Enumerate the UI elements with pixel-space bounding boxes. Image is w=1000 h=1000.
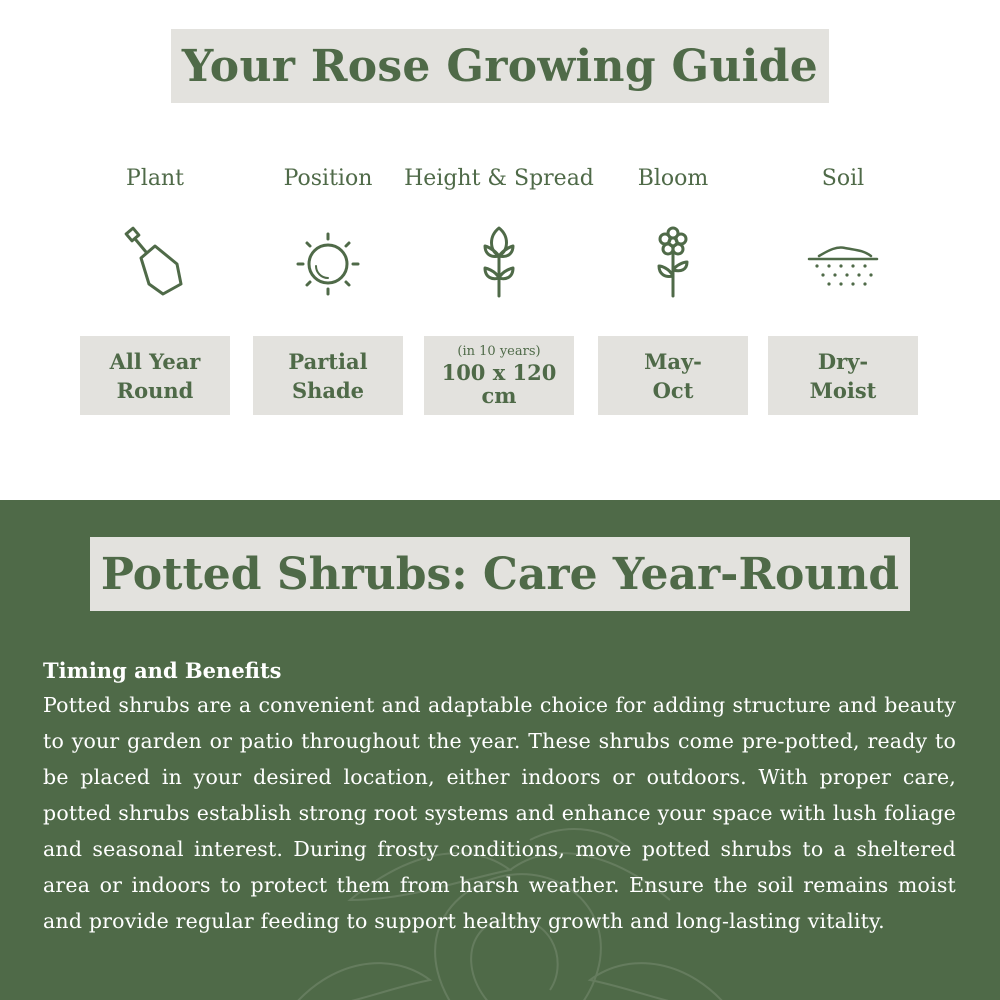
care-body bbox=[43, 655, 956, 939]
position-label: Position bbox=[283, 166, 373, 191]
guide-title-box bbox=[171, 29, 829, 103]
soil-value-box bbox=[768, 336, 918, 415]
care-heading: Timing and Benefits bbox=[43, 658, 282, 683]
sun-icon bbox=[292, 226, 364, 298]
trowel-icon bbox=[119, 226, 191, 298]
care-title: Potted Shrubs: Care Year-Round bbox=[100, 548, 900, 600]
soil-value: Dry-Moist bbox=[809, 348, 877, 403]
height-spread-value-box bbox=[424, 336, 574, 415]
position-value-box bbox=[253, 336, 403, 415]
sprout-icon bbox=[463, 226, 535, 298]
bloom-label: Bloom bbox=[637, 166, 709, 191]
plant-label: Plant bbox=[126, 166, 184, 191]
flower-icon bbox=[637, 226, 709, 298]
bloom-value: May-Oct bbox=[644, 348, 702, 403]
plant-value: All Year Round bbox=[109, 348, 201, 403]
height-spread-value: 100 x 120 cm bbox=[441, 360, 557, 408]
height-spread-note: (in 10 years) bbox=[457, 344, 541, 359]
position-value: Partial Shade bbox=[288, 348, 368, 403]
guide-title: Your Rose Growing Guide bbox=[181, 40, 819, 92]
soil-label: Soil bbox=[821, 166, 865, 191]
care-title-box bbox=[90, 537, 910, 611]
height-spread-label: Height & Spread bbox=[404, 166, 594, 191]
care-paragraph: Potted shrubs are a convenient and adaptable choice for adding structure and beauty to your garden or patio throughout the year. These shrubs come pre-potted, ready to be placed in your desired location, either indoors or outdoors. With proper care, potted shrubs establish strong root systems and enhance your space with lush foliage and seasonal interest. During frosty conditions, move potted shrubs to a sheltered area or indoors to protect them from harsh weather. Ensure the soil remains moist and provide regular feeding to support healthy growth and long-lasting vitality. bbox=[43, 693, 956, 933]
soil-icon bbox=[807, 226, 879, 298]
bloom-value-box bbox=[598, 336, 748, 415]
plant-value-box bbox=[80, 336, 230, 415]
care-section bbox=[0, 500, 1000, 1000]
